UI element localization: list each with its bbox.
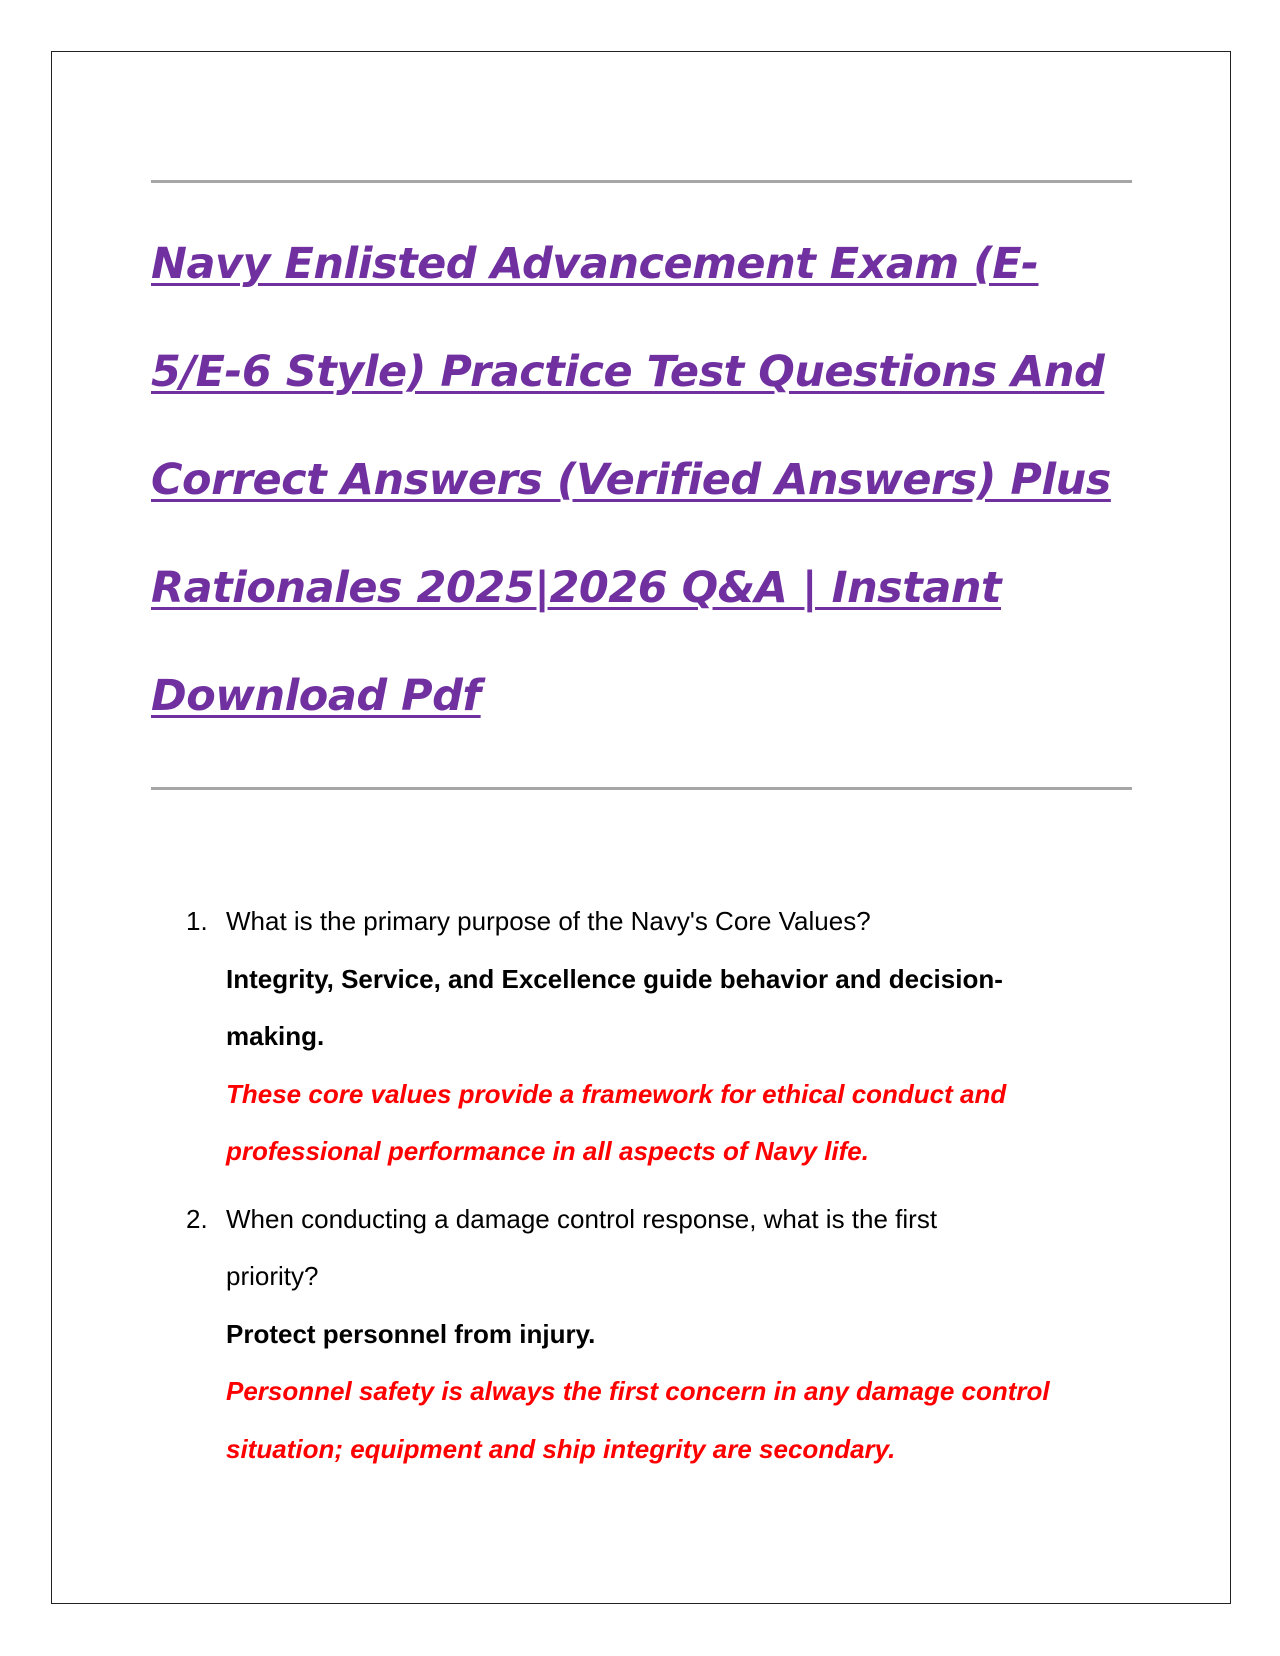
question-text: What is the primary purpose of the Navy's Core Values? <box>226 906 871 936</box>
question-text: When conducting a damage control response, what is the first <box>226 1203 938 1234</box>
question-number: 1. <box>186 906 208 936</box>
horizontal-rule-top <box>151 180 1132 183</box>
question-text: priority? <box>226 1261 319 1291</box>
rationale-text: Personnel safety is always the first concern in any damage control <box>226 1376 1050 1406</box>
document-title <box>151 210 1141 750</box>
answer-text: Protect personnel from injury. <box>226 1318 596 1349</box>
question-list <box>186 893 1126 1488</box>
rationale-text: situation; equipment and ship integrity are secondary. <box>226 1433 896 1464</box>
title-line: Navy Enlisted Advancement Exam (E- <box>151 239 1039 289</box>
answer-text: Integrity, Service, and Excellence guide behavior and decision- <box>226 963 1003 994</box>
question-number: 2. <box>186 1203 208 1234</box>
title-line: Download Pdf <box>151 671 481 721</box>
rationale-text: professional performance in all aspects of Navy life. <box>226 1136 869 1166</box>
title-line: 5/E-6 Style) Practice Test Questions And <box>151 347 1105 397</box>
question-item <box>186 1191 1126 1479</box>
horizontal-rule-bottom <box>151 787 1132 790</box>
question-item <box>186 893 1126 1181</box>
title-line: Rationales 2025|2026 Q&A | Instant <box>151 563 1002 613</box>
title-line: Correct Answers (Verified Answers) Plus <box>151 455 1111 505</box>
rationale-text: These core values provide a framework for ethical conduct and <box>226 1078 1007 1109</box>
answer-text: making. <box>226 1021 325 1051</box>
